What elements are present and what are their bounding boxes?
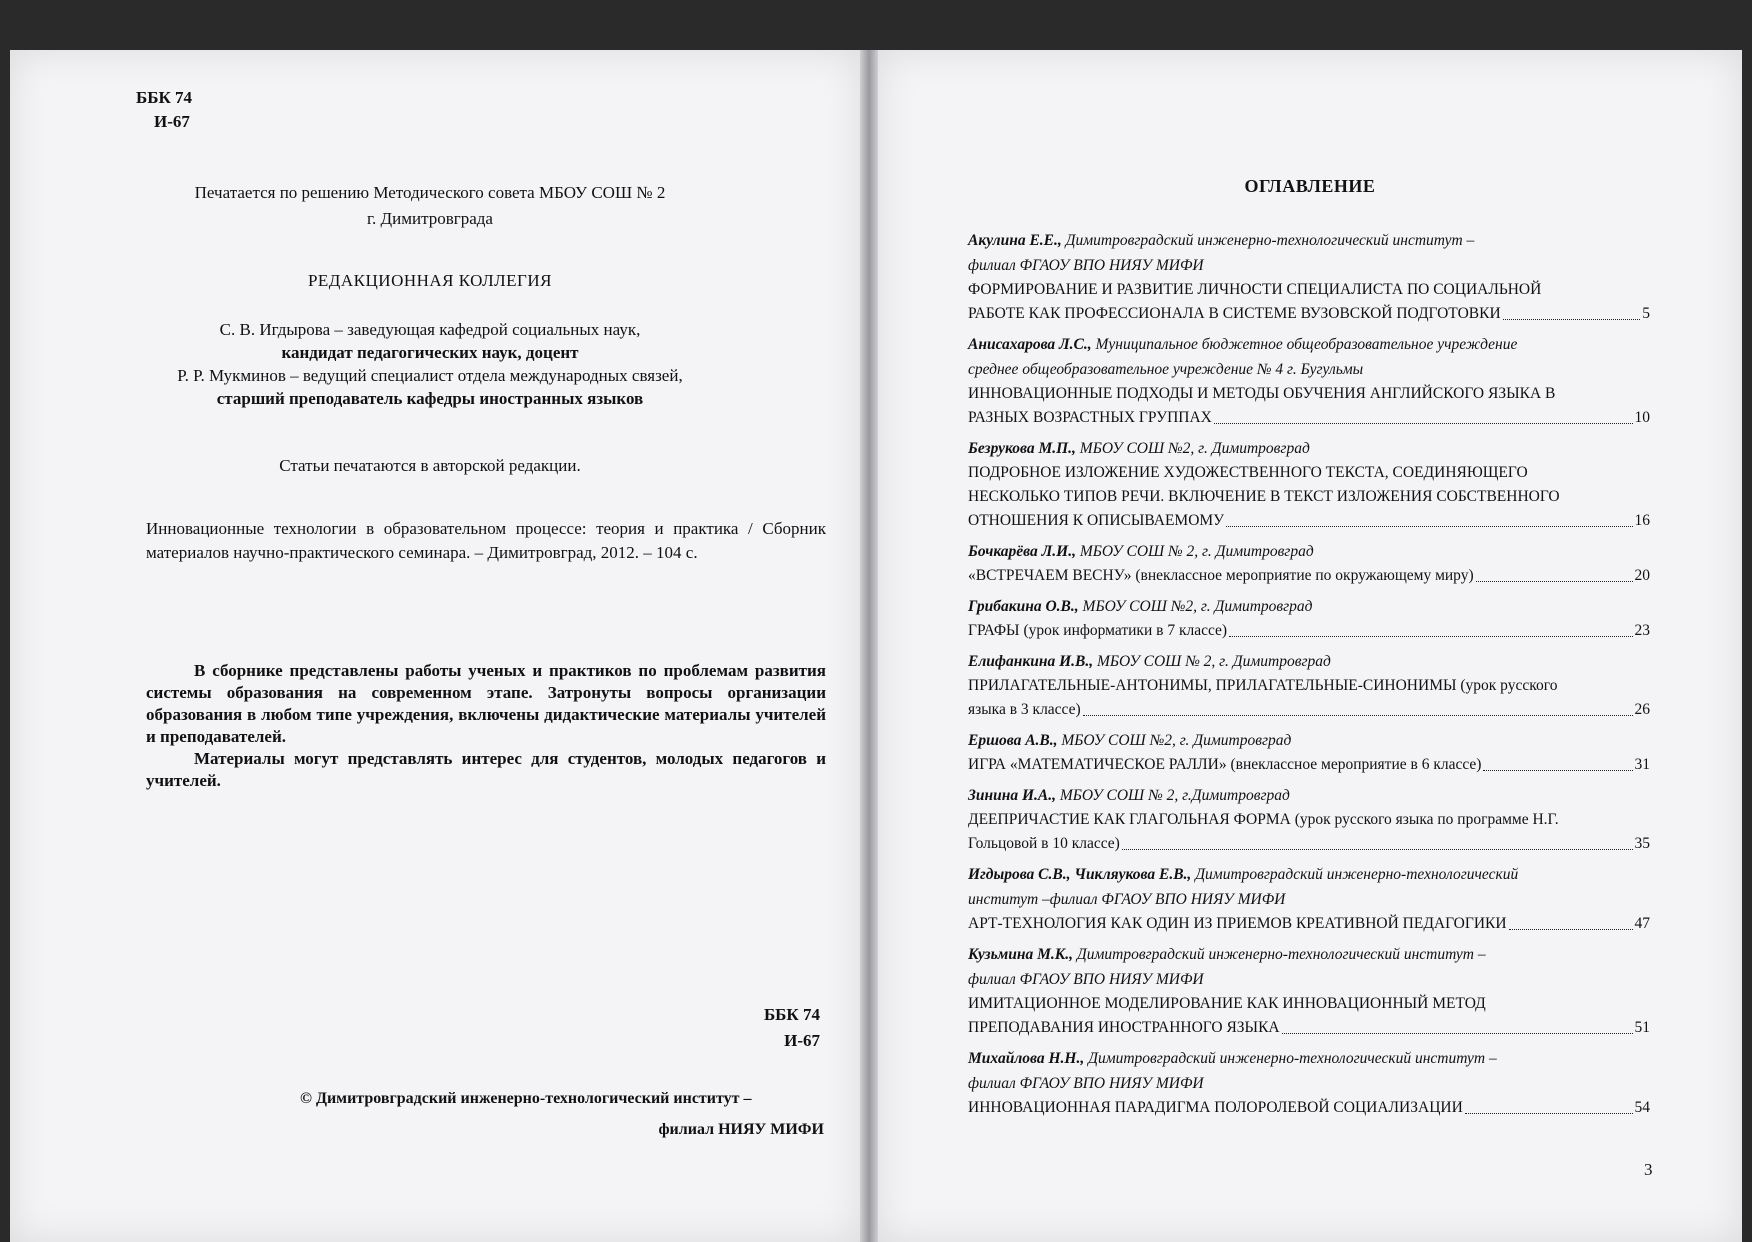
toc-title-text: ГРАФЫ (урок информатики в 7 классе) [968,622,1228,639]
toc-title-line-with-page[interactable] [968,753,1650,777]
toc-title-line-with-page[interactable] [968,302,1650,326]
leader-dots [1226,526,1632,527]
copyright-line-2: филиал НИЯУ МИФИ [658,1121,824,1138]
toc-page-number: 26 [1634,701,1650,718]
toc-title-text: ИННОВАЦИОННАЯ ПАРАДИГМА ПОЛОРОЛЕВОЙ СОЦИАЛИЗАЦИИ [968,1099,1463,1116]
author-name: Безрукова М.П., [968,440,1076,457]
toc-entry [968,728,1650,777]
toc-entry [968,942,1650,1040]
toc-page-number: 20 [1634,567,1650,584]
board-line: старший преподаватель кафедры иностранных языков [216,389,644,408]
toc-author [968,594,1650,619]
decision-line-1: Печатается по решению Методического совета МБОУ СОШ № 2 [194,183,666,202]
table-of-contents [968,228,1650,1126]
editorial-board-title: РЕДАКЦИОННАЯ КОЛЛЕГИЯ [307,271,553,290]
decision-line-2: г. Димитровграда [367,209,493,228]
toc-author [968,862,1650,887]
toc-title-line-with-page[interactable] [968,564,1650,588]
toc-author [968,1046,1650,1071]
author-affiliation: МБОУ СОШ №2, г. Димитровград [1075,440,1310,457]
leader-dots [1476,581,1633,582]
toc-title: ОГЛАВЛЕНИЕ [1244,176,1376,196]
author-affiliation: МБОУ СОШ № 2, г. Димитровград [1093,653,1331,670]
bbk-code: ББК 74 [136,88,193,107]
author-edition-note: Статьи печатаются в авторской редакции. [279,456,581,475]
leader-dots [1229,636,1632,637]
author-name: Кузьмина М.К., [968,946,1074,963]
toc-page-number: 47 [1634,915,1650,932]
toc-entry [968,539,1650,588]
toc-title-line: НЕСКОЛЬКО ТИПОВ РЕЧИ. ВКЛЮЧЕНИЕ В ТЕКСТ ИЗЛОЖЕНИЯ СОБСТВЕННОГО [968,488,1560,505]
toc-author [968,728,1650,753]
toc-title-text: языка в 3 классе) [968,701,1081,718]
board-line: Р. Р. Мукминов – ведущий специалист отдела международных связей, [177,366,683,385]
toc-title-line-with-page[interactable] [968,619,1650,643]
author-affiliation: Димитровградский инженерно-технологический [1191,866,1519,883]
bibliographic-description: Инновационные технологии в образовательном процессе: теория и практика / Сборник материалов научно-практического семинара. – Димитровград, 2012. – 104 с. [146,519,826,562]
toc-author [968,228,1650,253]
toc-author [968,436,1650,461]
toc-title-text: ИГРА «МАТЕМАТИЧЕСКОЕ РАЛЛИ» (внеклассное мероприятие в 6 классе) [968,756,1482,773]
author-affiliation: Димитровградский инженерно-технологический институт – [1073,946,1486,963]
author-name: Бочкарёва Л.И., [968,543,1076,560]
toc-page-number: 54 [1634,1099,1650,1116]
toc-title-text: РАБОТЕ КАК ПРОФЕССИОНАЛА В СИСТЕМЕ ВУЗОВСКОЙ ПОДГОТОВКИ [968,305,1501,322]
index-code: И-67 [154,112,190,131]
author-affiliation: МБОУ СОШ №2, г. Димитровград [1078,598,1313,615]
toc-title-line: ФОРМИРОВАНИЕ И РАЗВИТИЕ ЛИЧНОСТИ СПЕЦИАЛИСТА ПО СОЦИАЛЬНОЙ [968,281,1542,298]
toc-entry [968,862,1650,936]
toc-entry [968,436,1650,533]
leader-dots [1503,319,1641,320]
toc-entry [968,783,1650,856]
leader-dots [1214,423,1633,424]
toc-title-text: АРТ-ТЕХНОЛОГИЯ КАК ОДИН ИЗ ПРИЕМОВ КРЕАТИВНОЙ ПЕДАГОГИКИ [968,915,1507,932]
author-affiliation: МБОУ СОШ № 2, г.Димитровград [1055,787,1290,804]
toc-page-number: 23 [1634,622,1650,639]
toc-title-line: ПОДРОБНОЕ ИЗЛОЖЕНИЕ ХУДОЖЕСТВЕННОГО ТЕКСТА, СОЕДИНЯЮЩЕГО [968,464,1528,481]
author-name: Михайлова Н.Н., [968,1050,1085,1067]
author-name: Игдырова С.В., Чикляукова Е.В., [968,866,1192,883]
author-name: Зинина И.А., [968,787,1056,804]
toc-page-number: 51 [1634,1019,1650,1036]
toc-author [968,332,1650,357]
toc-entry [968,332,1650,430]
toc-title-line: ДЕЕПРИЧАСТИЕ КАК ГЛАГОЛЬНАЯ ФОРМА (урок русского языка по программе Н.Г. [968,811,1559,828]
toc-author-affiliation: филиал ФГАОУ ВПО НИЯУ МИФИ [968,257,1204,274]
editorial-board-members [120,318,740,410]
toc-entry [968,594,1650,643]
toc-title-line-with-page[interactable] [968,1016,1650,1040]
toc-author [968,942,1650,967]
leader-dots [1483,770,1632,771]
author-name: Акулина Е.Е., [968,232,1062,249]
toc-author-affiliation: филиал ФГАОУ ВПО НИЯУ МИФИ [968,1075,1204,1092]
leader-dots [1122,849,1633,850]
board-line: кандидат педагогических наук, доцент [281,343,579,362]
toc-author [968,783,1650,808]
toc-title-text: РАЗНЫХ ВОЗРАСТНЫХ ГРУППАХ [968,409,1212,426]
author-name: Анисахарова Л.С., [968,336,1092,353]
author-name: Ершова А.В., [968,732,1058,749]
index-code-bottom: И-67 [784,1031,820,1050]
toc-author-affiliation: институт –филиал ФГАОУ ВПО НИЯУ МИФИ [968,891,1286,908]
publication-decision [120,180,740,232]
toc-author-affiliation: филиал ФГАОУ ВПО НИЯУ МИФИ [968,971,1204,988]
toc-title-line-with-page[interactable] [968,406,1650,430]
leader-dots [1282,1033,1633,1034]
author-affiliation: МБОУ СОШ №2, г. Димитровград [1057,732,1292,749]
copyright-notice [300,1083,824,1145]
author-affiliation: Димитровградский инженерно-технологический институт – [1061,232,1475,249]
toc-title-line-with-page[interactable] [968,509,1650,533]
toc-title-line-with-page[interactable] [968,1096,1650,1120]
board-line: С. В. Игдырова – заведующая кафедрой социальных наук, [219,320,641,339]
abstract-paragraph: В сборнике представлены работы ученых и практиков по проблемам развития системы образования на современном этапе. Затронуты вопросы организации образования в любом типе учреждения, включены дидактические материалы учителей и преподавателей. [146,661,826,746]
toc-title-line-with-page[interactable] [968,698,1650,722]
toc-title-line: ПРИЛАГАТЕЛЬНЫЕ-АНТОНИМЫ, ПРИЛАГАТЕЛЬНЫЕ-СИНОНИМЫ (урок русского [968,677,1558,694]
author-name: Елифанкина И.В., [968,653,1094,670]
toc-page-number: 35 [1634,835,1650,852]
page-number: 3 [1644,1160,1653,1179]
toc-entry [968,1046,1650,1120]
leader-dots [1465,1113,1633,1114]
toc-author [968,649,1650,674]
toc-title-line: ИМИТАЦИОННОЕ МОДЕЛИРОВАНИЕ КАК ИННОВАЦИОННЫЙ МЕТОД [968,995,1486,1012]
toc-title-text: ОТНОШЕНИЯ К ОПИСЫВАЕМОМУ [968,512,1225,529]
toc-page-number: 10 [1634,409,1650,426]
toc-title-line: ИННОВАЦИОННЫЕ ПОДХОДЫ И МЕТОДЫ ОБУЧЕНИЯ АНГЛИЙСКОГО ЯЗЫКА В [968,385,1556,402]
toc-title-line-with-page[interactable] [968,912,1650,936]
toc-page-number: 31 [1634,756,1650,773]
bbk-code-bottom-block [640,1002,820,1054]
author-name: Грибакина О.В., [968,598,1079,615]
copyright-line-1: © Димитровградский инженерно-технологический институт – [300,1090,752,1107]
author-affiliation: Димитровградский инженерно-технологический институт – [1084,1050,1497,1067]
toc-page-number: 5 [1642,305,1650,322]
bbk-code-block [136,86,192,134]
leader-dots [1509,929,1633,930]
toc-author-affiliation: среднее общеобразовательное учреждение № 4 г. Бугульмы [968,361,1364,378]
toc-title-line-with-page[interactable] [968,832,1650,856]
abstract-paragraph: Материалы могут представлять интерес для студентов, молодых педагогов и учителей. [146,749,826,790]
abstract [146,660,826,792]
toc-author [968,539,1650,564]
toc-entry [968,228,1650,326]
bbk-code-bottom: ББК 74 [763,1005,820,1024]
author-affiliation: Муниципальное бюджетное общеобразовательное учреждение [1091,336,1518,353]
toc-entry [968,649,1650,722]
toc-title-text: Гольцовой в 10 классе) [968,835,1120,852]
toc-page-number: 16 [1634,512,1650,529]
toc-title-text: «ВСТРЕЧАЕМ ВЕСНУ» (внеклассное мероприятие по окружающему миру) [968,567,1474,584]
book-gutter [860,50,878,1242]
author-affiliation: МБОУ СОШ № 2, г. Димитровград [1075,543,1314,560]
toc-title-text: ПРЕПОДАВАНИЯ ИНОСТРАННОГО ЯЗЫКА [968,1019,1280,1036]
leader-dots [1083,715,1633,716]
